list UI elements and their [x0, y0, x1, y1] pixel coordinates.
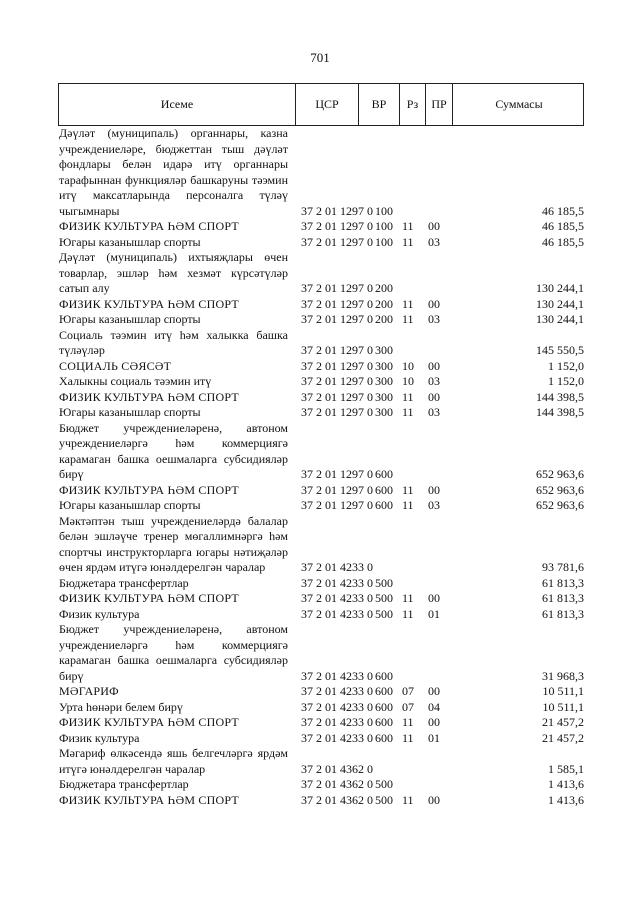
- row-vr: 300: [375, 358, 393, 373]
- row-csr: 37 2 01 4233 0: [301, 560, 373, 574]
- table-row: [58, 607, 584, 623]
- row-vr: 200: [375, 296, 393, 311]
- table-header: [58, 83, 584, 126]
- row-name: ФИЗИК КУЛЬТУРА ҺӘМ СПОРТ: [59, 389, 239, 404]
- table-row: [58, 312, 584, 328]
- row-csr: 37 2 01 1297 0: [301, 281, 373, 295]
- row-vr: 500: [375, 575, 393, 590]
- table-row: [58, 297, 584, 313]
- row-sum: 652 963,6: [536, 467, 584, 481]
- row-csr: 37 2 01 1297 0: [301, 203, 373, 218]
- table-row: [58, 591, 584, 607]
- row-vr: 200: [375, 312, 393, 326]
- row-vr: 600: [375, 668, 393, 683]
- row-sum: 652 963,6: [536, 498, 584, 512]
- table-row: [58, 746, 584, 777]
- table-row: [58, 498, 584, 514]
- row-pr: 00: [428, 482, 440, 497]
- row-csr: 37 2 01 4362 0: [301, 792, 373, 807]
- row-sum: 61 813,3: [542, 591, 584, 605]
- row-name: Социаль тәэмин итү һәм халыкка башка түләүләр: [59, 327, 288, 357]
- column-header-rz: Рз: [399, 84, 425, 125]
- row-csr: 37 2 01 1297 0: [301, 389, 373, 404]
- budget-table: [58, 83, 584, 808]
- row-rz: 11: [402, 482, 414, 497]
- table-row: [58, 622, 584, 684]
- row-pr: 00: [428, 684, 440, 698]
- table-row: [58, 715, 584, 731]
- row-sum: 1 585,1: [548, 761, 584, 776]
- column-header-vr: ВР: [358, 84, 399, 125]
- row-name: Урта һөнәри белем бирү: [59, 699, 183, 714]
- row-sum: 130 244,1: [536, 281, 584, 295]
- row-sum: 652 963,6: [536, 482, 584, 497]
- row-csr: 37 2 01 4233 0: [301, 699, 373, 714]
- row-pr: 03: [428, 405, 440, 419]
- row-rz: 11: [402, 405, 414, 419]
- row-sum: 21 457,2: [542, 730, 584, 745]
- row-rz: 11: [402, 498, 414, 512]
- row-csr: 37 2 01 1297 0: [301, 234, 373, 249]
- row-rz: 11: [402, 219, 414, 233]
- row-sum: 144 398,5: [536, 389, 584, 404]
- row-csr: 37 2 01 1297 0: [301, 343, 373, 357]
- row-name: СОЦИАЛЬ СӘЯСӘТ: [59, 358, 172, 373]
- row-csr: 37 2 01 4233 0: [301, 668, 373, 683]
- row-name: ФИЗИК КУЛЬТУРА ҺӘМ СПОРТ: [59, 715, 239, 729]
- row-pr: 00: [428, 591, 440, 605]
- row-vr: 600: [375, 715, 393, 729]
- row-csr: 37 2 01 4233 0: [301, 606, 373, 621]
- row-pr: 00: [428, 715, 440, 729]
- table-row: [58, 576, 584, 592]
- row-rz: 11: [402, 312, 414, 326]
- table-row: [58, 126, 584, 219]
- row-pr: 00: [428, 389, 440, 404]
- row-pr: 01: [428, 730, 440, 745]
- row-name: Бюджетара трансфертлар: [59, 575, 189, 590]
- row-name: Югары казанышлар спорты: [59, 234, 201, 249]
- table-row: [58, 514, 584, 576]
- row-pr: 03: [428, 234, 440, 249]
- row-pr: 03: [428, 312, 440, 326]
- table-row: [58, 374, 584, 390]
- table-body: [58, 126, 584, 808]
- row-sum: 1 413,6: [548, 777, 584, 791]
- row-sum: 46 185,5: [542, 203, 584, 218]
- row-csr: 37 2 01 4233 0: [301, 684, 373, 698]
- row-vr: 600: [375, 684, 393, 698]
- row-rz: 11: [402, 606, 414, 621]
- row-sum: 93 781,6: [542, 560, 584, 574]
- row-pr: 00: [428, 358, 440, 373]
- row-name: ФИЗИК КУЛЬТУРА ҺӘМ СПОРТ: [59, 792, 239, 807]
- row-name: Дәүләт (муниципаль) органнары, казна учреждениеләре, бюджеттан тыш дәүләт фондлары белән идарә итү органнары тарафыннан функцияләр башкаруны тәэмин итү максатларында персоналга түләү чыгымнары: [59, 126, 288, 218]
- table-row: [58, 390, 584, 406]
- row-sum: 21 457,2: [542, 715, 584, 729]
- row-sum: 1 152,0: [548, 358, 584, 373]
- row-vr: 200: [375, 281, 393, 295]
- row-csr: 37 2 01 1297 0: [301, 358, 373, 373]
- row-vr: 300: [375, 389, 393, 404]
- row-sum: 31 968,3: [542, 668, 584, 683]
- row-rz: 11: [402, 296, 414, 311]
- row-rz: 11: [402, 591, 414, 605]
- row-name: Физик культура: [59, 730, 140, 745]
- row-name: Бюджет учреждениеләренә, автоном учреждениеләргә һәм коммерциягә карамаган башка оешмаларга субсидияләр бирү: [59, 420, 288, 481]
- row-name: ФИЗИК КУЛЬТУРА ҺӘМ СПОРТ: [59, 482, 239, 497]
- row-sum: 130 244,1: [536, 296, 584, 311]
- row-name: Дәүләт (муниципаль) ихтыяҗлары өчен товарлар, эшләр һәм хезмәт күрсәтүләр сатып алу: [59, 250, 288, 295]
- row-name: ФИЗИК КУЛЬТУРА ҺӘМ СПОРТ: [59, 591, 239, 605]
- row-vr: 500: [375, 792, 393, 807]
- row-vr: 500: [375, 777, 393, 791]
- row-csr: 37 2 01 4362 0: [301, 761, 373, 776]
- row-vr: 100: [375, 203, 393, 218]
- table-row: [58, 793, 584, 809]
- row-pr: 00: [428, 792, 440, 807]
- row-csr: 37 2 01 4233 0: [301, 591, 373, 605]
- row-rz: 10: [402, 374, 414, 388]
- row-vr: 600: [375, 730, 393, 745]
- row-csr: 37 2 01 1297 0: [301, 219, 373, 233]
- row-sum: 1 152,0: [548, 374, 584, 388]
- row-name: Югары казанышлар спорты: [59, 498, 201, 512]
- row-sum: 61 813,3: [542, 575, 584, 590]
- row-pr: 04: [428, 699, 440, 714]
- row-rz: 11: [402, 792, 414, 807]
- row-vr: 500: [375, 591, 393, 605]
- row-rz: 07: [402, 699, 414, 714]
- row-rz: 11: [402, 730, 414, 745]
- row-sum: 130 244,1: [536, 312, 584, 326]
- row-name: Бюджетара трансфертлар: [59, 777, 189, 791]
- row-pr: 00: [428, 296, 440, 311]
- row-rz: 11: [402, 234, 414, 249]
- table-row: [58, 359, 584, 375]
- column-header-name: Исеме: [160, 97, 194, 111]
- row-name: Бюджет учреждениеләренә, автоном учреждениеләргә һәм коммерциягә карамаган башка оешмаларга субсидияләр бирү: [59, 622, 288, 683]
- row-vr: 600: [375, 467, 393, 481]
- table-row: [58, 421, 584, 483]
- row-rz: 07: [402, 684, 414, 698]
- row-csr: 37 2 01 1297 0: [301, 405, 373, 419]
- row-name: Физик культура: [59, 606, 140, 621]
- row-vr: 600: [375, 699, 393, 714]
- row-pr: 03: [428, 374, 440, 388]
- table-row: [58, 700, 584, 716]
- row-csr: 37 2 01 4233 0: [301, 730, 373, 745]
- row-vr: 100: [375, 219, 393, 233]
- row-name: Мәктәптән тыш учреждениеләрдә балалар белән эшләүче тренер мөгаллимнәргә һәм спортчы инструкторларга югары нәтиҗәләр өчен ярдәм итүгә юнәлдерелгән чаралар: [59, 513, 288, 574]
- row-rz: 11: [402, 715, 414, 729]
- row-sum: 46 185,5: [542, 234, 584, 249]
- column-header-pr: ПР: [425, 84, 452, 125]
- column-header-sum: Суммасы: [452, 84, 585, 125]
- table-row: [58, 483, 584, 499]
- table-row: [58, 777, 584, 793]
- row-sum: 145 550,5: [536, 343, 584, 357]
- page-number: 701: [310, 50, 330, 65]
- row-name: Югары казанышлар спорты: [59, 312, 201, 326]
- row-csr: 37 2 01 1297 0: [301, 296, 373, 311]
- table-row: [58, 684, 584, 700]
- row-pr: 03: [428, 498, 440, 512]
- row-vr: 300: [375, 374, 393, 388]
- column-header-csr: ЦСР: [295, 84, 358, 125]
- table-row: [58, 405, 584, 421]
- table-row: [58, 731, 584, 747]
- row-csr: 37 2 01 1297 0: [301, 312, 373, 326]
- row-sum: 46 185,5: [542, 219, 584, 233]
- row-rz: 11: [402, 389, 414, 404]
- row-rz: 10: [402, 358, 414, 373]
- row-sum: 61 813,3: [542, 606, 584, 621]
- row-pr: 01: [428, 606, 440, 621]
- row-csr: 37 2 01 1297 0: [301, 498, 373, 512]
- row-vr: 300: [375, 343, 393, 357]
- table-row: [58, 328, 584, 359]
- table-row: [58, 219, 584, 235]
- row-pr: 00: [428, 219, 440, 233]
- row-vr: 500: [375, 606, 393, 621]
- row-vr: 100: [375, 234, 393, 249]
- row-sum: 144 398,5: [536, 405, 584, 419]
- row-name: Халыкны социаль тәэмин итү: [59, 374, 212, 388]
- row-name: ФИЗИК КУЛЬТУРА ҺӘМ СПОРТ: [59, 296, 239, 311]
- row-vr: 600: [375, 498, 393, 512]
- row-csr: 37 2 01 4362 0: [301, 777, 373, 791]
- table-row: [58, 235, 584, 251]
- row-name: ФИЗИК КУЛЬТУРА ҺӘМ СПОРТ: [59, 219, 239, 233]
- row-sum: 1 413,6: [548, 792, 584, 807]
- row-name: МӘГАРИФ: [59, 684, 119, 698]
- table-row: [58, 250, 584, 297]
- row-name: Югары казанышлар спорты: [59, 405, 201, 419]
- row-csr: 37 2 01 4233 0: [301, 575, 373, 590]
- row-csr: 37 2 01 1297 0: [301, 467, 373, 481]
- row-sum: 10 511,1: [542, 684, 584, 698]
- row-csr: 37 2 01 4233 0: [301, 715, 373, 729]
- row-vr: 300: [375, 405, 393, 419]
- row-name: Мәгариф өлкәсендә яшь белгечләргә ярдәм итүгә юнәлдерелгән чаралар: [59, 746, 288, 776]
- row-csr: 37 2 01 1297 0: [301, 482, 373, 497]
- row-vr: 600: [375, 482, 393, 497]
- row-sum: 10 511,1: [542, 699, 584, 714]
- row-csr: 37 2 01 1297 0: [301, 374, 373, 388]
